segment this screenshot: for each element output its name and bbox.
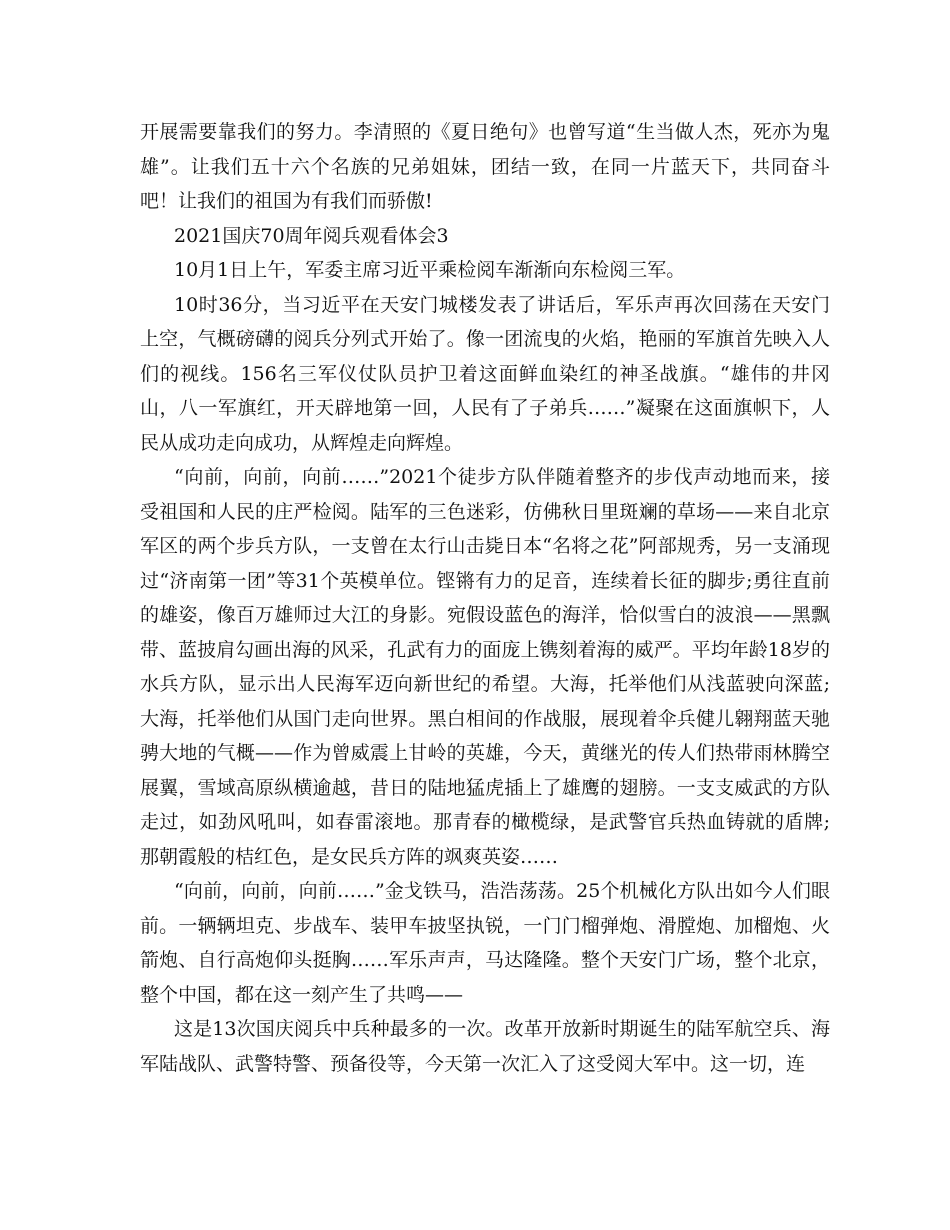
paragraph-foot-formations: “向前，向前，向前……”2021个徒步方队伴随着整齐的步伐声动地而来，接受祖国和人民的庄严检阅。陆军的三色迷彩，仿佛秋日里斑斓的草场——来自北京军区的两个步兵方队，一支曾在太行山击毙日本“名将之花”阿部规秀，另一支涌现过“济南第一团”等31个英模单位。铿锵有力的足音，连续着长征的脚步;勇往直前的雄姿，像百万雄师过大江的身影。宛假设蓝色的海洋，恰似雪白的波浪——黑飘带、蓝披肩勾画出海的风采，孔武有力的面庞上镌刻着海的威严。平均年龄18岁的水兵方队，显示出人民海军迈向新世纪的希望。大海，托举他们从浅蓝驶向深蓝;大海，托举他们从国门走向世界。黑白相间的作战服，展现着伞兵健儿翱翔蓝天驰骋大地的气概——作为曾威震上甘岭的英雄，今天，黄继光的传人们热带雨林腾空展翼，雪域高原纵横逾越，昔日的陆地猛虎插上了雄鹰的翅膀。一支支威武的方队走过，如劲风吼叫，如春雷滚地。那青春的橄榄绿，是武警官兵热血铸就的盾牌;那朝霞般的桔红色，是女民兵方阵的飒爽英姿……	[140, 466, 830, 868]
paragraph-review-start: 10月1日上午，军委主席习近平乘检阅车渐渐向东检阅三军。	[174, 259, 686, 281]
section-heading: 2021国庆70周年阅兵观看体会3	[174, 224, 449, 247]
paragraph-intro-continuation: 开展需要靠我们的努力。李清照的《夏日绝句》也曾写道“生当做人杰，死亦为鬼雄”。让我们五十六个名族的兄弟姐妹，团结一致，在同一片蓝天下，共同奋斗吧！让我们的祖国为有我们而骄傲!	[140, 121, 830, 212]
paragraph-most-services: 这是13次国庆阅兵中兵种最多的一次。改革开放新时期诞生的陆军航空兵、海军陆战队、武警特警、预备役等，今天第一次汇入了这受阅大军中。这一切，连	[140, 1018, 830, 1075]
paragraph-mechanized-formations: “向前，向前，向前……”金戈铁马，浩浩荡荡。25个机械化方队出如今人们眼前。一辆辆坦克、步战车、装甲车披坚执锐，一门门榴弹炮、滑膛炮、加榴炮、火箭炮、自行高炮仰头挺胸……军乐声声，马达隆隆。整个天安门广场，整个北京，整个中国，都在这一刻产生了共鸣——	[140, 880, 830, 1006]
document-page	[140, 115, 830, 1081]
paragraph-parade-begins: 10时36分，当习近平在天安门城楼发表了讲话后，军乐声再次回荡在天安门上空，气概磅礴的阅兵分列式开始了。像一团流曳的火焰，艳丽的军旗首先映入人们的视线。156名三军仪仗队员护卫着这面鲜血染红的神圣战旗。“雄伟的井冈山，八一军旗红，开天辟地第一回，人民有了子弟兵……”凝聚在这面旗帜下，人民从成功走向成功，从辉煌走向辉煌。	[140, 293, 830, 454]
